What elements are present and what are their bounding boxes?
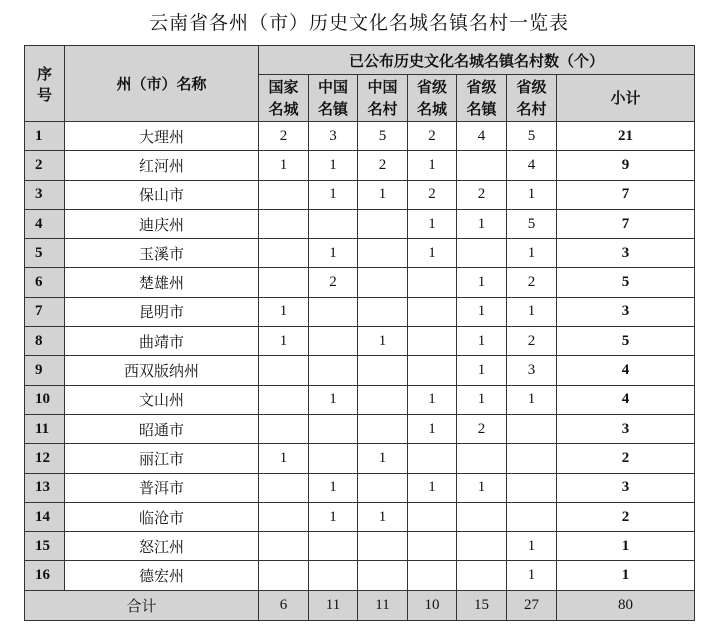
count-cell: 1: [408, 239, 457, 268]
count-cell: [507, 502, 557, 531]
column-header-bottom: 名村: [516, 100, 547, 118]
count-cell: [358, 532, 408, 561]
count-cell: 1: [408, 209, 457, 238]
column-header-top: 中国: [317, 78, 348, 96]
prefecture-name: 昭通市: [65, 414, 259, 443]
column-header: [358, 75, 408, 122]
count-cell: [408, 502, 457, 531]
row-index: 10: [25, 385, 65, 414]
column-header-bottom: 名城: [416, 100, 447, 118]
count-cell: 1: [507, 532, 557, 561]
count-cell: 1: [309, 385, 358, 414]
table-row: [25, 385, 695, 414]
count-cell: 1: [507, 239, 557, 268]
prefecture-name: 红河州: [65, 151, 259, 180]
prefecture-name: 迪庆州: [65, 209, 259, 238]
count-cell: 2: [408, 122, 457, 151]
count-cell: 3: [507, 356, 557, 385]
prefecture-name: 怒江州: [65, 532, 259, 561]
count-cell: [507, 414, 557, 443]
count-cell: 1: [457, 209, 507, 238]
row-index: 5: [25, 239, 65, 268]
count-cell: [408, 297, 457, 326]
row-subtotal: 2: [557, 502, 695, 531]
count-cell: [309, 327, 358, 356]
count-cell: 1: [408, 151, 457, 180]
row-index: 1: [25, 122, 65, 151]
column-total: 6: [259, 590, 309, 620]
table-row: [25, 327, 695, 356]
row-index: 6: [25, 268, 65, 297]
count-cell: [408, 444, 457, 473]
count-cell: [457, 532, 507, 561]
row-index: 7: [25, 297, 65, 326]
count-cell: [309, 356, 358, 385]
count-cell: 2: [457, 180, 507, 209]
count-cell: 1: [408, 414, 457, 443]
count-cell: 1: [309, 239, 358, 268]
count-cell: [259, 268, 309, 297]
index-header-top: 序: [36, 64, 52, 83]
count-cell: 2: [507, 268, 557, 297]
count-cell: 2: [457, 414, 507, 443]
row-index: 11: [25, 414, 65, 443]
count-cell: [358, 561, 408, 590]
count-cell: 1: [358, 502, 408, 531]
count-group-header: 已公布历史文化名城名镇名村数（个）: [259, 46, 695, 75]
table-title: 云南省各州（市）历史文化名城名镇名村一览表: [148, 12, 569, 34]
table-body: [25, 122, 695, 591]
count-cell: 5: [358, 122, 408, 151]
total-label: 合计: [25, 590, 259, 620]
row-subtotal: 3: [557, 414, 695, 443]
row-index: 13: [25, 473, 65, 502]
column-total: 10: [408, 590, 457, 620]
row-index: 4: [25, 209, 65, 238]
column-header-bottom: 名镇: [466, 100, 497, 118]
count-cell: [408, 327, 457, 356]
prefecture-name: 昆明市: [65, 297, 259, 326]
count-cell: [259, 239, 309, 268]
count-cell: 1: [507, 180, 557, 209]
count-cell: [457, 239, 507, 268]
column-header: [507, 75, 557, 122]
count-cell: [457, 444, 507, 473]
count-cell: 1: [259, 444, 309, 473]
count-cell: 2: [408, 180, 457, 209]
count-cell: 1: [457, 297, 507, 326]
row-subtotal: 2: [557, 444, 695, 473]
table-row: [25, 561, 695, 590]
count-cell: [259, 532, 309, 561]
column-header-bottom: 名镇: [317, 100, 348, 118]
count-cell: 2: [507, 327, 557, 356]
table-row: [25, 414, 695, 443]
count-cell: [358, 268, 408, 297]
table-row: [25, 444, 695, 473]
count-cell: [408, 561, 457, 590]
column-header: [408, 75, 457, 122]
index-header-bottom: 号: [36, 85, 52, 104]
count-cell: 2: [358, 151, 408, 180]
table-row: [25, 532, 695, 561]
row-subtotal: 9: [557, 151, 695, 180]
count-cell: [259, 356, 309, 385]
row-subtotal: 4: [557, 385, 695, 414]
column-header: [309, 75, 358, 122]
row-subtotal: 3: [557, 473, 695, 502]
count-cell: [507, 444, 557, 473]
count-cell: [408, 356, 457, 385]
total-row: [25, 590, 695, 620]
index-header: [25, 46, 65, 122]
count-cell: 5: [507, 122, 557, 151]
count-cell: 1: [259, 297, 309, 326]
count-cell: [309, 297, 358, 326]
column-header-top: 中国: [367, 78, 398, 96]
count-cell: [259, 385, 309, 414]
row-index: 2: [25, 151, 65, 180]
prefecture-name: 文山州: [65, 385, 259, 414]
column-header: [457, 75, 507, 122]
count-cell: 1: [259, 327, 309, 356]
count-cell: 1: [507, 297, 557, 326]
count-cell: [259, 414, 309, 443]
table-row: [25, 122, 695, 151]
column-header-top: 省级: [516, 78, 547, 96]
column-header-top: 省级: [466, 78, 497, 96]
count-cell: 1: [358, 327, 408, 356]
row-subtotal: 3: [557, 239, 695, 268]
prefecture-name: 普洱市: [65, 473, 259, 502]
row-subtotal: 5: [557, 268, 695, 297]
count-cell: [309, 414, 358, 443]
count-cell: 1: [309, 473, 358, 502]
count-cell: [358, 209, 408, 238]
count-cell: [457, 561, 507, 590]
column-header-top: 省级: [416, 78, 447, 96]
count-cell: [259, 561, 309, 590]
count-cell: [358, 385, 408, 414]
count-cell: 4: [457, 122, 507, 151]
count-cell: [259, 180, 309, 209]
column-total: 11: [309, 590, 358, 620]
count-cell: [358, 239, 408, 268]
column-total: 15: [457, 590, 507, 620]
count-cell: 1: [457, 327, 507, 356]
count-cell: 1: [507, 385, 557, 414]
row-index: 9: [25, 356, 65, 385]
prefecture-name: 曲靖市: [65, 327, 259, 356]
count-cell: [358, 297, 408, 326]
count-cell: [457, 502, 507, 531]
count-cell: [309, 209, 358, 238]
table-row: [25, 239, 695, 268]
name-header: 州（市）名称: [65, 46, 259, 122]
count-cell: [259, 502, 309, 531]
count-cell: [309, 532, 358, 561]
column-header: [259, 75, 309, 122]
table-row: [25, 502, 695, 531]
row-index: 8: [25, 327, 65, 356]
count-cell: 1: [309, 180, 358, 209]
count-cell: 5: [507, 209, 557, 238]
table-row: [25, 297, 695, 326]
table-row: [25, 356, 695, 385]
count-cell: 1: [457, 473, 507, 502]
count-cell: [408, 532, 457, 561]
prefecture-name: 西双版纳州: [65, 356, 259, 385]
count-cell: 1: [358, 444, 408, 473]
count-cell: 1: [408, 385, 457, 414]
count-cell: [358, 414, 408, 443]
subtotal-header: 小计: [557, 75, 695, 122]
row-index: 15: [25, 532, 65, 561]
count-cell: [259, 473, 309, 502]
count-cell: 1: [408, 473, 457, 502]
count-cell: 1: [358, 180, 408, 209]
column-header-bottom: 名城: [268, 100, 299, 118]
row-subtotal: 1: [557, 532, 695, 561]
count-cell: [408, 268, 457, 297]
row-subtotal: 21: [557, 122, 695, 151]
grand-total: 80: [557, 590, 695, 620]
table-row: [25, 180, 695, 209]
row-subtotal: 5: [557, 327, 695, 356]
prefecture-name: 玉溪市: [65, 239, 259, 268]
count-cell: 3: [309, 122, 358, 151]
column-header-bottom: 名村: [367, 100, 398, 118]
count-cell: [259, 209, 309, 238]
row-index: 16: [25, 561, 65, 590]
column-header-top: 国家: [268, 78, 299, 96]
row-subtotal: 7: [557, 209, 695, 238]
row-subtotal: 7: [557, 180, 695, 209]
prefecture-name: 保山市: [65, 180, 259, 209]
heritage-towns-table: [24, 45, 695, 621]
row-subtotal: 1: [557, 561, 695, 590]
count-cell: 1: [259, 151, 309, 180]
count-cell: 1: [507, 561, 557, 590]
row-index: 14: [25, 502, 65, 531]
prefecture-name: 大理州: [65, 122, 259, 151]
count-cell: 2: [259, 122, 309, 151]
table-row: [25, 268, 695, 297]
prefecture-name: 德宏州: [65, 561, 259, 590]
column-total: 27: [507, 590, 557, 620]
count-cell: [358, 356, 408, 385]
table-row: [25, 473, 695, 502]
row-index: 3: [25, 180, 65, 209]
count-cell: 1: [457, 268, 507, 297]
row-subtotal: 3: [557, 297, 695, 326]
prefecture-name: 丽江市: [65, 444, 259, 473]
count-cell: [457, 151, 507, 180]
prefecture-name: 楚雄州: [65, 268, 259, 297]
row-index: 12: [25, 444, 65, 473]
count-cell: 4: [507, 151, 557, 180]
count-cell: 1: [457, 385, 507, 414]
count-cell: [309, 444, 358, 473]
count-cell: [507, 473, 557, 502]
table-row: [25, 151, 695, 180]
count-cell: 2: [309, 268, 358, 297]
count-cell: [358, 473, 408, 502]
prefecture-name: 临沧市: [65, 502, 259, 531]
count-cell: 1: [309, 502, 358, 531]
column-total: 11: [358, 590, 408, 620]
count-cell: [309, 561, 358, 590]
count-cell: 1: [309, 151, 358, 180]
row-subtotal: 4: [557, 356, 695, 385]
count-cell: 1: [457, 356, 507, 385]
table-row: [25, 209, 695, 238]
